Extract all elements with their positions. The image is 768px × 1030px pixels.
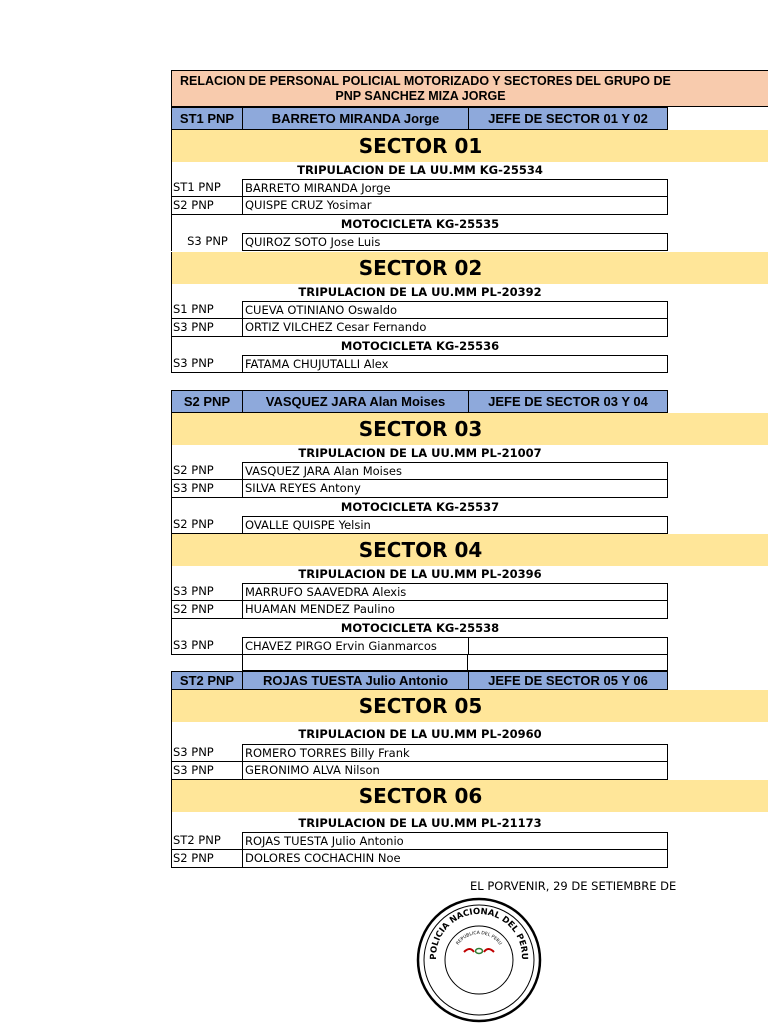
crew-name: HUAMAN MENDEZ Paulino: [242, 601, 668, 619]
crew-rank: S3 PNP: [171, 480, 242, 498]
crew-name: BARRETO MIRANDA Jorge: [242, 179, 668, 197]
roster-sheet: [171, 70, 768, 868]
sector-header: SECTOR 01: [171, 130, 768, 162]
police-seal: [414, 895, 544, 960]
crew-name: ROMERO TORRES Billy Frank: [242, 744, 668, 762]
motorcycle-label: MOTOCICLETA KG-25538: [171, 619, 668, 637]
crew-row: [171, 744, 668, 762]
title-line-2: PNP SANCHEZ MIZA JORGE: [335, 89, 506, 103]
crew-rank: S3 PNP: [171, 744, 242, 762]
crew-rank: S3 PNP: [171, 319, 242, 337]
chief-name: ROJAS TUESTA Julio Antonio: [242, 671, 469, 690]
chief-rank: S2 PNP: [171, 390, 243, 413]
crew-name-cell: [242, 637, 668, 655]
crew-row: [171, 462, 668, 480]
crew-rank: S2 PNP: [171, 197, 242, 215]
sector-header: SECTOR 03: [171, 413, 768, 445]
crew-name: CHAVEZ PIRGO Ervin Gianmarcos: [243, 638, 469, 654]
chief-name: VASQUEZ JARA Alan Moises: [242, 390, 469, 413]
seal-icon: [414, 895, 544, 1025]
motorcycle-label: MOTOCICLETA KG-25535: [171, 215, 668, 233]
empty-row: [171, 655, 668, 671]
sector-header: SECTOR 02: [171, 252, 768, 284]
crew-row: [171, 762, 668, 780]
empty-cell: [242, 655, 468, 671]
chief-rank: ST2 PNP: [171, 671, 243, 690]
crew-rank: S1 PNP: [171, 301, 242, 319]
crew-rank: ST2 PNP: [171, 832, 242, 850]
crew-row: [171, 583, 668, 601]
chief-role: JEFE DE SECTOR 05 Y 06: [468, 671, 668, 690]
crew-rank: ST1 PNP: [171, 179, 242, 197]
motorcycle-label: MOTOCICLETA KG-25536: [171, 337, 668, 355]
unit-label: TRIPULACION DE LA UU.MM PL-21173: [171, 812, 668, 832]
crew-name: QUISPE CRUZ Yosimar: [242, 197, 668, 215]
crew-rank: S2 PNP: [171, 516, 242, 534]
sector-chief-row: [171, 390, 668, 413]
crew-rank: S3 PNP: [171, 637, 242, 655]
seal-outer-text: POLICIA NACIONAL DEL PERU: [428, 906, 530, 960]
crew-name: DOLORES COCHACHIN Noe: [242, 850, 668, 868]
crew-row: [171, 301, 668, 319]
sector-header: SECTOR 05: [171, 690, 768, 722]
crew-name: OVALLE QUISPE Yelsin: [242, 516, 668, 534]
chief-name: BARRETO MIRANDA Jorge: [242, 107, 469, 130]
unit-label: TRIPULACION DE LA UU.MM PL-20960: [171, 722, 668, 744]
title-line-1: RELACION DE PERSONAL POLICIAL MOTORIZADO Y SECTORES DEL GRUPO DE: [180, 74, 671, 88]
unit-label: TRIPULACION DE LA UU.MM PL-20392: [171, 284, 668, 301]
sector-header: SECTOR 06: [171, 780, 768, 812]
crew-row: [171, 850, 668, 868]
crew-name: VASQUEZ JARA Alan Moises: [242, 462, 668, 480]
crew-rank: S3 PNP: [171, 233, 242, 251]
crew-rank: S3 PNP: [171, 355, 242, 373]
empty-cell: [468, 655, 668, 671]
chief-role: JEFE DE SECTOR 03 Y 04: [468, 390, 668, 413]
spacer: [171, 373, 768, 390]
crew-row: [171, 319, 668, 337]
chief-rank: ST1 PNP: [171, 107, 243, 130]
crew-row: [171, 601, 668, 619]
crew-name: QUIROZ SOTO Jose Luis: [242, 233, 668, 251]
crew-row: [171, 480, 668, 498]
unit-label: TRIPULACION DE LA UU.MM PL-21007: [171, 445, 668, 462]
crew-name: SILVA REYES Antony: [242, 480, 668, 498]
crew-row: [171, 179, 668, 197]
crew-row: [171, 516, 668, 534]
seal-inner-text: REPUBLICA DEL PERU: [455, 930, 503, 947]
crew-name: ORTIZ VILCHEZ Cesar Fernando: [242, 319, 668, 337]
crew-row: [171, 637, 668, 655]
unit-label: TRIPULACION DE LA UU.MM PL-20396: [171, 566, 668, 583]
sector-header: SECTOR 04: [171, 534, 768, 566]
crew-row: [171, 233, 668, 251]
crew-rank: S2 PNP: [171, 850, 242, 868]
svg-text:REPUBLICA DEL PERU: [455, 930, 503, 946]
crew-name: GERONIMO ALVA Nilson: [242, 762, 668, 780]
unit-label: TRIPULACION DE LA UU.MM KG-25534: [171, 162, 668, 179]
crew-name: ROJAS TUESTA Julio Antonio: [242, 832, 668, 850]
crew-rank: S3 PNP: [171, 762, 242, 780]
chief-role: JEFE DE SECTOR 01 Y 02: [468, 107, 668, 130]
crew-name: CUEVA OTINIANO Oswaldo: [242, 301, 668, 319]
crew-rank: S2 PNP: [171, 462, 242, 480]
crew-row: [171, 832, 668, 850]
sector-chief-row: [171, 671, 668, 690]
crew-row: [171, 355, 668, 373]
place-date-line: EL PORVENIR, 29 DE SETIEMBRE DE: [470, 879, 677, 893]
document-title: [171, 70, 768, 107]
crew-row: [171, 197, 668, 215]
crew-rank: S3 PNP: [171, 583, 242, 601]
crew-rank: S2 PNP: [171, 601, 242, 619]
sector-chief-row: [171, 107, 668, 130]
crew-name: MARRUFO SAAVEDRA Alexis: [242, 583, 668, 601]
crew-name: FATAMA CHUJUTALLI Alex: [242, 355, 668, 373]
motorcycle-label: MOTOCICLETA KG-25537: [171, 498, 668, 516]
